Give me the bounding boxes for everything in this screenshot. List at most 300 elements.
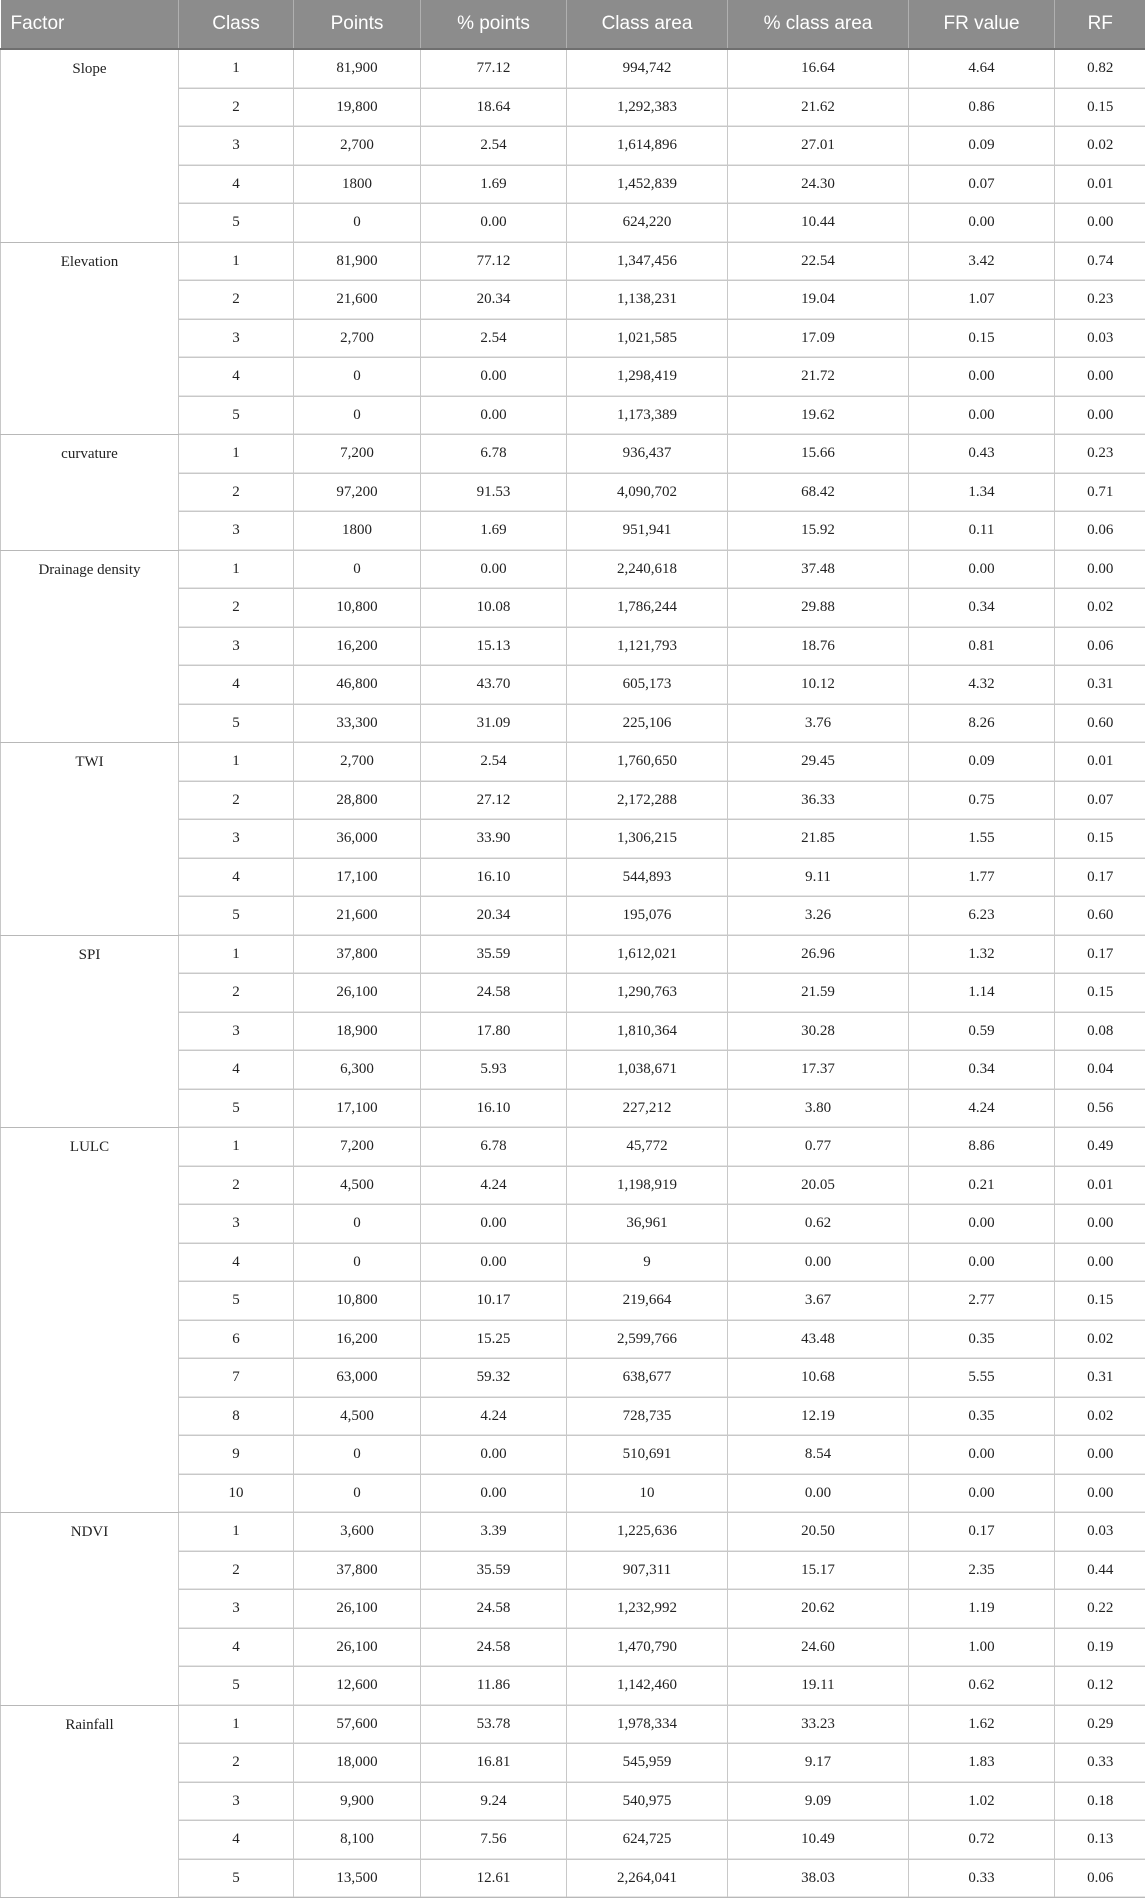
class-cell: 1 <box>179 1128 294 1167</box>
class-cell: 6 <box>179 1320 294 1359</box>
percent-class-area-cell: 21.59 <box>728 974 909 1013</box>
percent-points-cell: 17.80 <box>421 1012 567 1051</box>
class-area-cell: 1,306,215 <box>567 820 728 859</box>
percent-points-cell: 1.69 <box>421 512 567 551</box>
class-area-cell: 1,232,992 <box>567 1590 728 1629</box>
class-cell: 3 <box>179 1590 294 1629</box>
fr-value-cell: 0.21 <box>909 1166 1055 1205</box>
percent-class-area-cell: 0.62 <box>728 1205 909 1244</box>
fr-value-cell: 1.55 <box>909 820 1055 859</box>
percent-points-cell: 0.00 <box>421 1474 567 1513</box>
percent-class-area-cell: 21.72 <box>728 358 909 397</box>
class-cell: 4 <box>179 165 294 204</box>
percent-class-area-cell: 26.96 <box>728 935 909 974</box>
rf-cell: 0.49 <box>1055 1128 1145 1167</box>
class-cell: 3 <box>179 127 294 166</box>
points-cell: 0 <box>294 1474 421 1513</box>
points-cell: 26,100 <box>294 1590 421 1629</box>
class-cell: 5 <box>179 704 294 743</box>
percent-class-area-cell: 10.12 <box>728 666 909 705</box>
percent-class-area-cell: 20.05 <box>728 1166 909 1205</box>
percent-points-cell: 2.54 <box>421 743 567 782</box>
percent-points-cell: 35.59 <box>421 935 567 974</box>
percent-class-area-cell: 19.62 <box>728 396 909 435</box>
class-cell: 2 <box>179 974 294 1013</box>
fr-value-cell: 1.07 <box>909 281 1055 320</box>
fr-value-cell: 5.55 <box>909 1359 1055 1398</box>
fr-value-cell: 1.02 <box>909 1782 1055 1821</box>
rf-cell: 0.33 <box>1055 1744 1145 1783</box>
fr-value-cell: 1.83 <box>909 1744 1055 1783</box>
factor-cell: LULC <box>1 1128 179 1513</box>
percent-class-area-cell: 37.48 <box>728 550 909 589</box>
col-header-points: Points <box>294 0 421 49</box>
table-row <box>1 1513 1145 1552</box>
rf-cell: 0.31 <box>1055 1359 1145 1398</box>
percent-points-cell: 4.24 <box>421 1166 567 1205</box>
percent-class-area-cell: 0.00 <box>728 1243 909 1282</box>
class-cell: 5 <box>179 204 294 243</box>
percent-points-cell: 0.00 <box>421 1243 567 1282</box>
rf-cell: 0.15 <box>1055 820 1145 859</box>
class-area-cell: 1,470,790 <box>567 1628 728 1667</box>
percent-class-area-cell: 21.62 <box>728 88 909 127</box>
class-area-cell: 1,142,460 <box>567 1667 728 1706</box>
fr-value-cell: 4.32 <box>909 666 1055 705</box>
class-area-cell: 227,212 <box>567 1089 728 1128</box>
rf-cell: 0.02 <box>1055 589 1145 628</box>
col-header-percent-class-area: % class area <box>728 0 909 49</box>
class-area-cell: 1,612,021 <box>567 935 728 974</box>
percent-points-cell: 6.78 <box>421 435 567 474</box>
percent-points-cell: 77.12 <box>421 242 567 281</box>
percent-points-cell: 2.54 <box>421 319 567 358</box>
class-area-cell: 2,599,766 <box>567 1320 728 1359</box>
percent-points-cell: 0.00 <box>421 358 567 397</box>
fr-value-cell: 0.72 <box>909 1821 1055 1860</box>
fr-value-cell: 1.77 <box>909 858 1055 897</box>
percent-class-area-cell: 20.62 <box>728 1590 909 1629</box>
fr-value-cell: 0.34 <box>909 1051 1055 1090</box>
class-area-cell: 36,961 <box>567 1205 728 1244</box>
percent-class-area-cell: 0.77 <box>728 1128 909 1167</box>
table-row <box>1 1128 1145 1167</box>
points-cell: 7,200 <box>294 435 421 474</box>
fr-value-cell: 0.00 <box>909 1474 1055 1513</box>
percent-class-area-cell: 22.54 <box>728 242 909 281</box>
percent-class-area-cell: 10.68 <box>728 1359 909 1398</box>
percent-class-area-cell: 15.17 <box>728 1551 909 1590</box>
class-cell: 2 <box>179 1551 294 1590</box>
points-cell: 2,700 <box>294 319 421 358</box>
class-area-cell: 1,038,671 <box>567 1051 728 1090</box>
percent-class-area-cell: 20.50 <box>728 1513 909 1552</box>
class-cell: 7 <box>179 1359 294 1398</box>
fr-value-cell: 0.59 <box>909 1012 1055 1051</box>
points-cell: 26,100 <box>294 1628 421 1667</box>
fr-value-cell: 4.24 <box>909 1089 1055 1128</box>
percent-points-cell: 24.58 <box>421 1628 567 1667</box>
class-cell: 5 <box>179 1667 294 1706</box>
percent-points-cell: 35.59 <box>421 1551 567 1590</box>
fr-value-cell: 0.00 <box>909 204 1055 243</box>
points-cell: 0 <box>294 550 421 589</box>
class-cell: 9 <box>179 1436 294 1475</box>
fr-value-cell: 0.81 <box>909 627 1055 666</box>
percent-points-cell: 6.78 <box>421 1128 567 1167</box>
class-cell: 4 <box>179 1821 294 1860</box>
percent-class-area-cell: 21.85 <box>728 820 909 859</box>
class-cell: 2 <box>179 589 294 628</box>
rf-cell: 0.23 <box>1055 281 1145 320</box>
class-cell: 1 <box>179 1705 294 1744</box>
points-cell: 46,800 <box>294 666 421 705</box>
table-header <box>1 0 1145 49</box>
percent-class-area-cell: 33.23 <box>728 1705 909 1744</box>
class-cell: 1 <box>179 743 294 782</box>
points-cell: 18,000 <box>294 1744 421 1783</box>
fr-value-cell: 0.07 <box>909 165 1055 204</box>
percent-points-cell: 16.81 <box>421 1744 567 1783</box>
points-cell: 28,800 <box>294 781 421 820</box>
rf-cell: 0.60 <box>1055 897 1145 936</box>
rf-cell: 0.71 <box>1055 473 1145 512</box>
class-area-cell: 1,786,244 <box>567 589 728 628</box>
rf-cell: 0.13 <box>1055 1821 1145 1860</box>
rf-cell: 0.82 <box>1055 49 1145 88</box>
table-row <box>1 435 1145 474</box>
points-cell: 10,800 <box>294 589 421 628</box>
class-cell: 1 <box>179 242 294 281</box>
fr-value-cell: 0.33 <box>909 1859 1055 1898</box>
class-area-cell: 951,941 <box>567 512 728 551</box>
percent-points-cell: 16.10 <box>421 1089 567 1128</box>
points-cell: 0 <box>294 1205 421 1244</box>
percent-class-area-cell: 19.04 <box>728 281 909 320</box>
fr-value-cell: 0.00 <box>909 396 1055 435</box>
class-cell: 1 <box>179 1513 294 1552</box>
points-cell: 2,700 <box>294 743 421 782</box>
factor-cell: Drainage density <box>1 550 179 743</box>
percent-class-area-cell: 15.92 <box>728 512 909 551</box>
points-cell: 57,600 <box>294 1705 421 1744</box>
rf-cell: 0.00 <box>1055 358 1145 397</box>
points-cell: 81,900 <box>294 49 421 88</box>
rf-cell: 0.08 <box>1055 1012 1145 1051</box>
class-area-cell: 936,437 <box>567 435 728 474</box>
class-area-cell: 2,240,618 <box>567 550 728 589</box>
points-cell: 19,800 <box>294 88 421 127</box>
percent-points-cell: 0.00 <box>421 550 567 589</box>
class-area-cell: 605,173 <box>567 666 728 705</box>
rf-cell: 0.23 <box>1055 435 1145 474</box>
class-area-cell: 1,198,919 <box>567 1166 728 1205</box>
rf-cell: 0.00 <box>1055 1243 1145 1282</box>
table-row <box>1 1705 1145 1744</box>
percent-class-area-cell: 3.80 <box>728 1089 909 1128</box>
fr-value-cell: 4.64 <box>909 49 1055 88</box>
percent-points-cell: 7.56 <box>421 1821 567 1860</box>
fr-value-cell: 0.34 <box>909 589 1055 628</box>
percent-points-cell: 12.61 <box>421 1859 567 1898</box>
percent-points-cell: 91.53 <box>421 473 567 512</box>
percent-points-cell: 0.00 <box>421 396 567 435</box>
percent-class-area-cell: 3.67 <box>728 1282 909 1321</box>
fr-value-cell: 1.34 <box>909 473 1055 512</box>
percent-points-cell: 15.25 <box>421 1320 567 1359</box>
class-area-cell: 624,725 <box>567 1821 728 1860</box>
percent-points-cell: 4.24 <box>421 1397 567 1436</box>
rf-cell: 0.04 <box>1055 1051 1145 1090</box>
class-area-cell: 1,225,636 <box>567 1513 728 1552</box>
class-area-cell: 219,664 <box>567 1282 728 1321</box>
rf-cell: 0.22 <box>1055 1590 1145 1629</box>
fr-value-cell: 0.09 <box>909 743 1055 782</box>
points-cell: 12,600 <box>294 1667 421 1706</box>
rf-cell: 0.15 <box>1055 88 1145 127</box>
class-area-cell: 638,677 <box>567 1359 728 1398</box>
col-header-fr-value: FR value <box>909 0 1055 49</box>
percent-points-cell: 20.34 <box>421 281 567 320</box>
fr-value-cell: 1.14 <box>909 974 1055 1013</box>
points-cell: 6,300 <box>294 1051 421 1090</box>
class-area-cell: 195,076 <box>567 897 728 936</box>
class-area-cell: 1,173,389 <box>567 396 728 435</box>
points-cell: 17,100 <box>294 858 421 897</box>
class-cell: 5 <box>179 1282 294 1321</box>
percent-points-cell: 9.24 <box>421 1782 567 1821</box>
percent-class-area-cell: 29.45 <box>728 743 909 782</box>
points-cell: 37,800 <box>294 1551 421 1590</box>
rf-cell: 0.44 <box>1055 1551 1145 1590</box>
class-cell: 3 <box>179 1012 294 1051</box>
rf-cell: 0.56 <box>1055 1089 1145 1128</box>
fr-value-cell: 1.32 <box>909 935 1055 974</box>
rf-cell: 0.00 <box>1055 550 1145 589</box>
fr-value-cell: 0.09 <box>909 127 1055 166</box>
points-cell: 4,500 <box>294 1166 421 1205</box>
class-area-cell: 1,292,383 <box>567 88 728 127</box>
percent-class-area-cell: 18.76 <box>728 627 909 666</box>
class-cell: 5 <box>179 396 294 435</box>
percent-points-cell: 59.32 <box>421 1359 567 1398</box>
points-cell: 81,900 <box>294 242 421 281</box>
percent-points-cell: 31.09 <box>421 704 567 743</box>
percent-points-cell: 15.13 <box>421 627 567 666</box>
points-cell: 21,600 <box>294 281 421 320</box>
rf-cell: 0.29 <box>1055 1705 1145 1744</box>
rf-cell: 0.06 <box>1055 512 1145 551</box>
class-area-cell: 9 <box>567 1243 728 1282</box>
class-cell: 2 <box>179 88 294 127</box>
fr-value-cell: 0.86 <box>909 88 1055 127</box>
percent-points-cell: 1.69 <box>421 165 567 204</box>
fr-value-cell: 2.35 <box>909 1551 1055 1590</box>
percent-points-cell: 10.08 <box>421 589 567 628</box>
fr-value-cell: 0.75 <box>909 781 1055 820</box>
class-cell: 3 <box>179 820 294 859</box>
percent-class-area-cell: 8.54 <box>728 1436 909 1475</box>
table-row <box>1 550 1145 589</box>
rf-cell: 0.12 <box>1055 1667 1145 1706</box>
rf-cell: 0.02 <box>1055 1320 1145 1359</box>
percent-class-area-cell: 27.01 <box>728 127 909 166</box>
points-cell: 9,900 <box>294 1782 421 1821</box>
rf-cell: 0.03 <box>1055 319 1145 358</box>
fr-value-cell: 0.00 <box>909 550 1055 589</box>
percent-class-area-cell: 9.09 <box>728 1782 909 1821</box>
class-area-cell: 10 <box>567 1474 728 1513</box>
class-area-cell: 1,978,334 <box>567 1705 728 1744</box>
rf-cell: 0.02 <box>1055 127 1145 166</box>
fr-value-cell: 0.00 <box>909 1436 1055 1475</box>
class-cell: 3 <box>179 627 294 666</box>
class-area-cell: 545,959 <box>567 1744 728 1783</box>
fr-value-cell: 0.00 <box>909 1243 1055 1282</box>
rf-cell: 0.00 <box>1055 396 1145 435</box>
rf-cell: 0.00 <box>1055 204 1145 243</box>
table-row <box>1 49 1145 88</box>
percent-points-cell: 24.58 <box>421 1590 567 1629</box>
class-area-cell: 1,138,231 <box>567 281 728 320</box>
table-body <box>1 49 1145 1898</box>
points-cell: 2,700 <box>294 127 421 166</box>
points-cell: 0 <box>294 396 421 435</box>
class-area-cell: 544,893 <box>567 858 728 897</box>
class-cell: 2 <box>179 1744 294 1783</box>
points-cell: 4,500 <box>294 1397 421 1436</box>
rf-cell: 0.01 <box>1055 743 1145 782</box>
fr-value-cell: 8.86 <box>909 1128 1055 1167</box>
percent-class-area-cell: 29.88 <box>728 589 909 628</box>
col-header-percent-points: % points <box>421 0 567 49</box>
points-cell: 0 <box>294 358 421 397</box>
class-cell: 5 <box>179 1859 294 1898</box>
class-area-cell: 1,298,419 <box>567 358 728 397</box>
class-cell: 3 <box>179 319 294 358</box>
class-cell: 4 <box>179 358 294 397</box>
points-cell: 21,600 <box>294 897 421 936</box>
fr-value-cell: 1.19 <box>909 1590 1055 1629</box>
class-area-cell: 2,172,288 <box>567 781 728 820</box>
percent-points-cell: 53.78 <box>421 1705 567 1744</box>
factor-cell: TWI <box>1 743 179 936</box>
points-cell: 13,500 <box>294 1859 421 1898</box>
rf-cell: 0.03 <box>1055 1513 1145 1552</box>
class-area-cell: 1,760,650 <box>567 743 728 782</box>
percent-class-area-cell: 10.44 <box>728 204 909 243</box>
percent-points-cell: 43.70 <box>421 666 567 705</box>
points-cell: 36,000 <box>294 820 421 859</box>
header-row <box>1 0 1145 49</box>
fr-value-cell: 0.00 <box>909 358 1055 397</box>
class-area-cell: 1,021,585 <box>567 319 728 358</box>
percent-class-area-cell: 68.42 <box>728 473 909 512</box>
class-area-cell: 624,220 <box>567 204 728 243</box>
class-area-cell: 1,121,793 <box>567 627 728 666</box>
class-cell: 4 <box>179 1628 294 1667</box>
fr-value-cell: 0.62 <box>909 1667 1055 1706</box>
fr-value-cell: 0.35 <box>909 1397 1055 1436</box>
points-cell: 17,100 <box>294 1089 421 1128</box>
class-cell: 4 <box>179 666 294 705</box>
percent-points-cell: 20.34 <box>421 897 567 936</box>
rf-cell: 0.17 <box>1055 935 1145 974</box>
points-cell: 1800 <box>294 512 421 551</box>
percent-points-cell: 27.12 <box>421 781 567 820</box>
table-row <box>1 743 1145 782</box>
points-cell: 63,000 <box>294 1359 421 1398</box>
class-area-cell: 2,264,041 <box>567 1859 728 1898</box>
percent-class-area-cell: 10.49 <box>728 1821 909 1860</box>
percent-points-cell: 0.00 <box>421 1205 567 1244</box>
rf-cell: 0.18 <box>1055 1782 1145 1821</box>
percent-points-cell: 18.64 <box>421 88 567 127</box>
percent-points-cell: 33.90 <box>421 820 567 859</box>
rf-cell: 0.31 <box>1055 666 1145 705</box>
factor-cell: NDVI <box>1 1513 179 1706</box>
factor-cell: Elevation <box>1 242 179 435</box>
fr-value-cell: 3.42 <box>909 242 1055 281</box>
percent-points-cell: 2.54 <box>421 127 567 166</box>
percent-class-area-cell: 24.60 <box>728 1628 909 1667</box>
percent-class-area-cell: 30.28 <box>728 1012 909 1051</box>
table-row <box>1 242 1145 281</box>
rf-cell: 0.06 <box>1055 627 1145 666</box>
percent-class-area-cell: 19.11 <box>728 1667 909 1706</box>
class-cell: 1 <box>179 550 294 589</box>
percent-points-cell: 0.00 <box>421 1436 567 1475</box>
percent-class-area-cell: 38.03 <box>728 1859 909 1898</box>
rf-cell: 0.74 <box>1055 242 1145 281</box>
points-cell: 18,900 <box>294 1012 421 1051</box>
class-area-cell: 510,691 <box>567 1436 728 1475</box>
class-cell: 4 <box>179 1243 294 1282</box>
points-cell: 10,800 <box>294 1282 421 1321</box>
points-cell: 37,800 <box>294 935 421 974</box>
factor-cell: SPI <box>1 935 179 1128</box>
rf-cell: 0.06 <box>1055 1859 1145 1898</box>
fr-value-cell: 0.35 <box>909 1320 1055 1359</box>
col-header-class-area: Class area <box>567 0 728 49</box>
class-cell: 5 <box>179 897 294 936</box>
class-cell: 4 <box>179 1051 294 1090</box>
fr-value-cell: 0.15 <box>909 319 1055 358</box>
factor-cell: Rainfall <box>1 1705 179 1898</box>
col-header-factor: Factor <box>1 0 179 49</box>
percent-class-area-cell: 43.48 <box>728 1320 909 1359</box>
class-cell: 3 <box>179 1205 294 1244</box>
class-cell: 1 <box>179 435 294 474</box>
percent-class-area-cell: 3.76 <box>728 704 909 743</box>
percent-class-area-cell: 15.66 <box>728 435 909 474</box>
class-area-cell: 1,347,456 <box>567 242 728 281</box>
class-area-cell: 45,772 <box>567 1128 728 1167</box>
points-cell: 0 <box>294 1436 421 1475</box>
rf-cell: 0.00 <box>1055 1474 1145 1513</box>
percent-points-cell: 3.39 <box>421 1513 567 1552</box>
points-cell: 1800 <box>294 165 421 204</box>
factor-cell: curvature <box>1 435 179 551</box>
class-cell: 10 <box>179 1474 294 1513</box>
fr-value-cell: 1.00 <box>909 1628 1055 1667</box>
points-cell: 7,200 <box>294 1128 421 1167</box>
fr-value-cell: 1.62 <box>909 1705 1055 1744</box>
col-header-class: Class <box>179 0 294 49</box>
percent-class-area-cell: 24.30 <box>728 165 909 204</box>
class-area-cell: 1,452,839 <box>567 165 728 204</box>
percent-points-cell: 24.58 <box>421 974 567 1013</box>
